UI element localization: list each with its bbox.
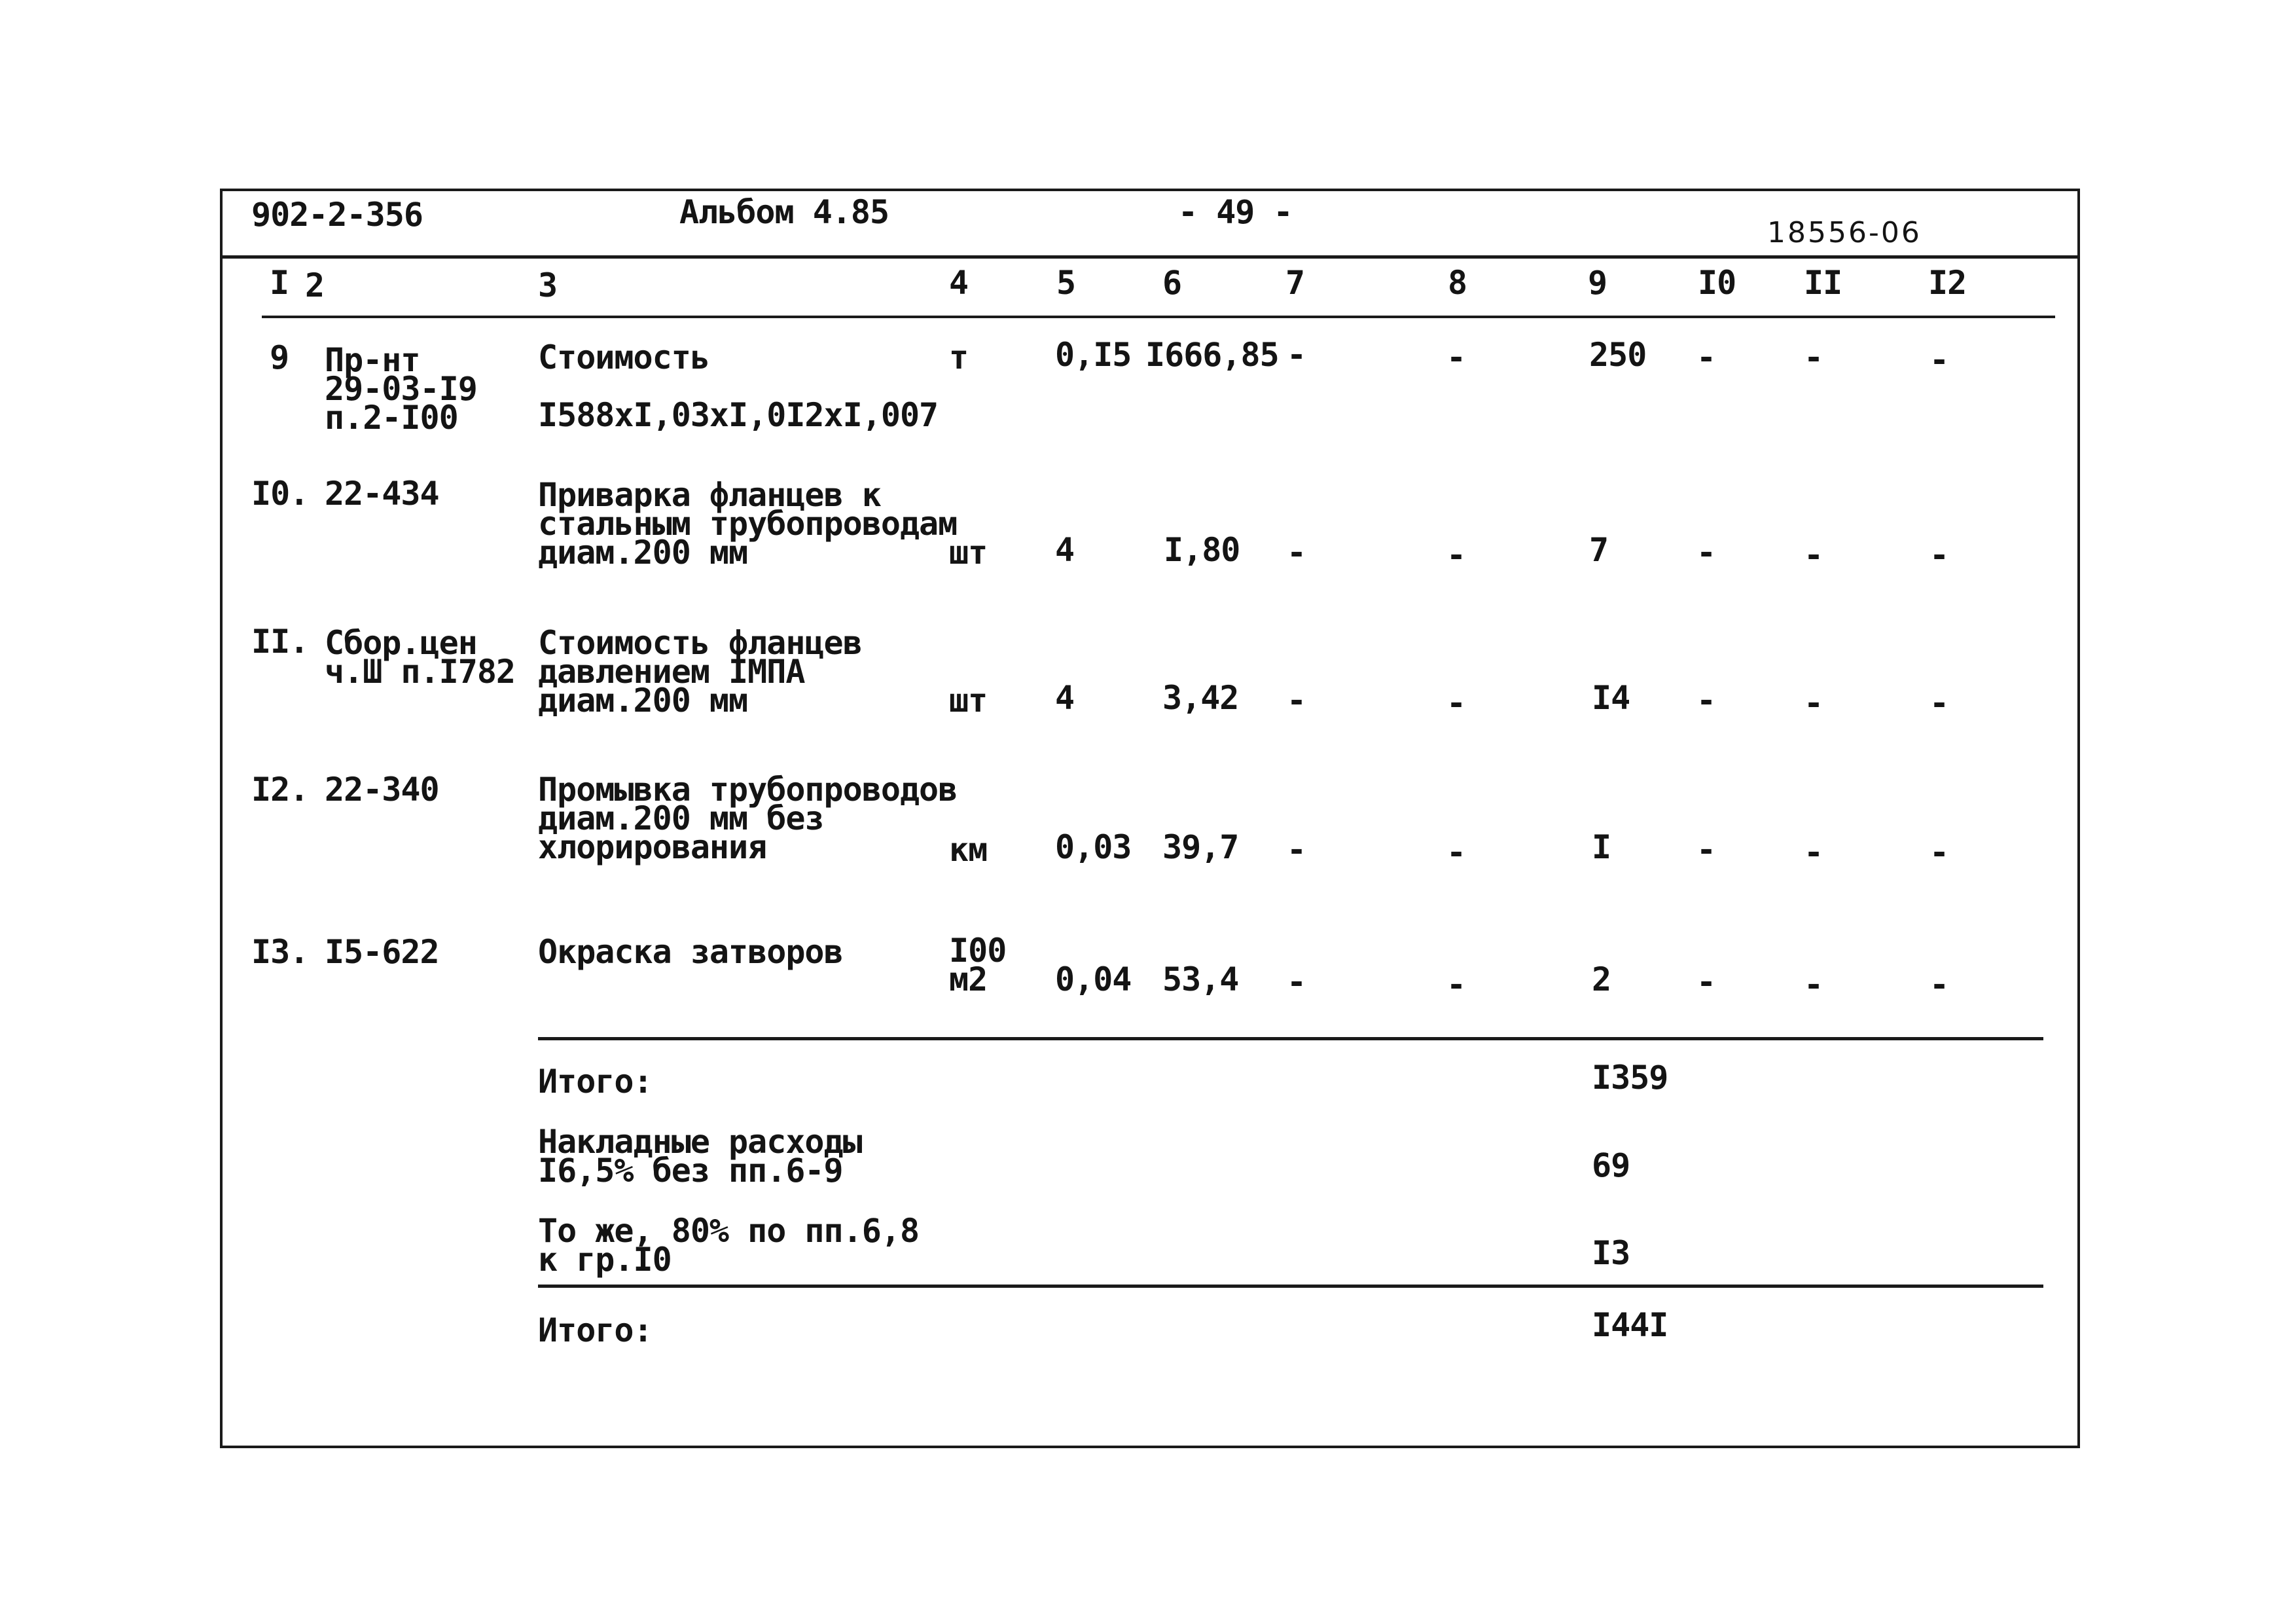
row-unit: т: [949, 338, 969, 376]
col-number: I0: [1698, 264, 1736, 302]
row-unit: шт: [949, 534, 988, 572]
row-qty: 4: [1055, 531, 1075, 569]
row-total: 2: [1592, 960, 1611, 998]
row-number: 9: [270, 338, 289, 376]
row-code: 22-434: [325, 475, 439, 513]
row-number: I3.: [251, 933, 309, 971]
row-col7: -: [1287, 831, 1306, 869]
row-col7: -: [1287, 534, 1306, 572]
row-unit: км: [949, 831, 988, 869]
row-code: 22-340: [325, 771, 439, 809]
header-divider: [220, 255, 2080, 259]
row-name: Приварка фланцев к стальным трубопроводам диам.200 мм: [538, 476, 958, 572]
col-number: 7: [1285, 264, 1305, 302]
row-col11: -: [1804, 536, 1823, 574]
row-price: I,80: [1164, 531, 1240, 569]
row-qty: 0,04: [1055, 960, 1132, 998]
summary-divider: [538, 1037, 2043, 1040]
total-value: I44I: [1592, 1306, 1668, 1344]
col-number: II: [1804, 264, 1842, 302]
row-qty: 0,03: [1055, 828, 1132, 866]
row-number: I2.: [251, 771, 309, 809]
archive-stamp: 18556-06: [1767, 216, 1922, 249]
row-col11: -: [1804, 833, 1823, 871]
row-total: I4: [1592, 679, 1630, 717]
row-name: Стоимость фланцев давлением IМПА диам.200 мм: [538, 624, 862, 720]
row-code: I5-622: [325, 933, 439, 971]
row-price: 3,42: [1162, 679, 1239, 717]
doc-code: 902-2-356: [251, 196, 423, 234]
column-numbers-divider: [262, 316, 2055, 318]
row-unit: I00 м2: [949, 932, 1007, 998]
row-qty: 0,I5: [1055, 336, 1132, 374]
row-col8: -: [1446, 536, 1466, 574]
row-col11: -: [1804, 966, 1823, 1004]
album-label: Альбом 4.85: [679, 193, 889, 231]
col-number: 2: [305, 266, 325, 304]
row-price: 53,4: [1162, 960, 1239, 998]
total-label: Итого:: [538, 1311, 653, 1349]
col-number: 6: [1162, 264, 1182, 302]
col-number: I2: [1928, 264, 1967, 302]
row-name: Окраска затворов: [538, 933, 843, 971]
row-col12: -: [1929, 341, 1949, 379]
row-col11: -: [1804, 684, 1823, 722]
row-price: I666,85: [1145, 336, 1279, 374]
row-code: Пр-нт 29-03-I9 п.2-I00: [325, 341, 477, 437]
row-col12: -: [1929, 536, 1949, 574]
col-number: I: [270, 264, 289, 302]
row-number: I0.: [251, 475, 309, 513]
row-col12: -: [1929, 833, 1949, 871]
table-frame: [220, 189, 2080, 1448]
row-col12: -: [1929, 684, 1949, 722]
row-col7: -: [1287, 336, 1306, 374]
row-code: Сбор.цен ч.Ш п.I782: [325, 624, 516, 691]
row-total: 250: [1589, 336, 1647, 374]
col-number: 9: [1588, 264, 1607, 302]
same-label: То же, 80% по пп.6,8 к гр.I0: [538, 1212, 920, 1279]
col-number: 3: [538, 266, 558, 304]
row-col8: -: [1446, 338, 1466, 376]
row-col10: -: [1696, 682, 1716, 720]
row-unit: шт: [949, 682, 988, 720]
row-col10: -: [1696, 831, 1716, 869]
row-total: 7: [1589, 531, 1609, 569]
row-col11: -: [1804, 338, 1823, 376]
row-col8: -: [1446, 684, 1466, 722]
row-col12: -: [1929, 966, 1949, 1004]
overhead-label: Накладные расходы I6,5% без пп.6-9: [538, 1123, 862, 1190]
row-col8: -: [1446, 966, 1466, 1004]
row-name: Промывка трубопроводов диам.200 мм без хлорирования: [538, 771, 958, 866]
row-formula: I588xI,03xI,0I2xI,007: [538, 396, 939, 434]
subtotal-value: I359: [1592, 1059, 1668, 1097]
row-col10: -: [1696, 534, 1716, 572]
row-col7: -: [1287, 963, 1306, 1001]
subtotal-label: Итого:: [538, 1063, 653, 1101]
row-price: 39,7: [1162, 828, 1239, 866]
row-name: Стоимость: [538, 338, 709, 376]
row-qty: 4: [1055, 679, 1075, 717]
page-number: - 49 -: [1178, 193, 1293, 231]
row-total: I: [1592, 828, 1611, 866]
row-number: II.: [251, 623, 309, 661]
row-col8: -: [1446, 833, 1466, 871]
row-col7: -: [1287, 682, 1306, 720]
same-value: I3: [1592, 1234, 1630, 1272]
col-number: 8: [1448, 264, 1467, 302]
row-col10: -: [1696, 338, 1716, 376]
col-number: 5: [1056, 264, 1076, 302]
row-col10: -: [1696, 963, 1716, 1001]
col-number: 4: [949, 264, 969, 302]
total-divider: [538, 1285, 2043, 1288]
overhead-value: 69: [1592, 1146, 1630, 1184]
